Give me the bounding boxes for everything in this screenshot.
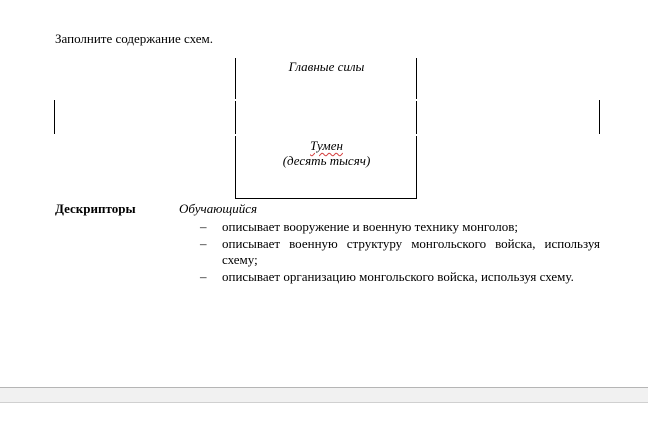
learner-label: Обучающийся (179, 201, 258, 216)
descriptor-text: описывает вооружение и военную технику монголов; (222, 219, 518, 234)
descriptor-text: описывает организацию монгольского войска, используя схему. (222, 268, 574, 284)
scheme-right-edge (599, 100, 600, 134)
page-footer-divider-lower (0, 402, 648, 403)
bullet-dash: – (200, 219, 207, 234)
descriptor-text: описывает военную структуру монгольского войска, используя схему; (222, 235, 600, 267)
scheme-left-edge (54, 100, 55, 134)
scheme-col-right-seg2 (416, 101, 417, 134)
tumen-label: Тумен (310, 138, 343, 153)
main-forces-label: Главные силы (288, 59, 365, 74)
descriptor-item (200, 236, 600, 269)
tumen-note: (десять тысяч) (282, 153, 371, 168)
descriptors-label: Дескрипторы (55, 201, 136, 216)
descriptor-item (200, 219, 600, 236)
bullet-dash: – (200, 268, 207, 284)
instruction-text: Заполните содержание схем. (55, 31, 213, 46)
descriptor-item (200, 269, 600, 286)
scheme-bottom-edge (235, 198, 417, 199)
scheme-col-left-seg2 (235, 101, 236, 134)
page-footer-band (0, 388, 648, 402)
bullet-dash: – (200, 235, 207, 251)
descriptor-list (200, 219, 600, 285)
tumen-cell (236, 138, 417, 168)
